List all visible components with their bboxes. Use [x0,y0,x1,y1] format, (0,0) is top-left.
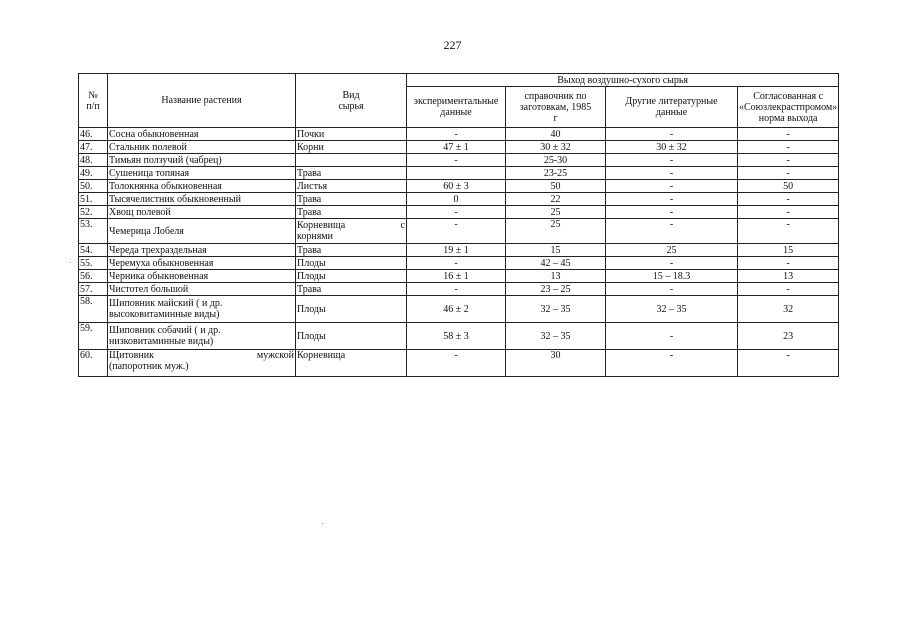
header-raw-kind: Вид сырья [296,74,407,128]
table-row [79,141,839,154]
plant-name: Черемуха обыкновенная [108,257,296,270]
reference-value: 15 [506,244,606,257]
raw-kind: Корни [296,141,407,154]
table-row [79,206,839,219]
header-plant-name: Название растения [108,74,296,128]
experimental-value: - [407,154,506,167]
agreed-norm-value: 13 [738,270,839,283]
other-literature-value: 32 – 35 [606,296,738,323]
plant-name: Чистотел большой [108,283,296,296]
experimental-value: 47 ± 1 [407,141,506,154]
other-literature-value: - [606,350,738,377]
experimental-value: 16 ± 1 [407,270,506,283]
raw-kind [296,219,407,244]
raw-kind: Плоды [296,323,407,350]
scan-speck [70,262,71,263]
reference-value: 30 [506,350,606,377]
raw-kind: Трава [296,206,407,219]
raw-kind: Плоды [296,296,407,323]
other-literature-value: - [606,128,738,141]
table-row [79,219,839,244]
raw-kind: Плоды [296,270,407,283]
other-literature-value: - [606,206,738,219]
scan-speck [322,523,323,524]
other-literature-value: 30 ± 32 [606,141,738,154]
header-agreed-norm: Согласованная с «Союзлекрастпромом» норма выхода [738,87,839,128]
experimental-value: - [407,128,506,141]
reference-value: 42 – 45 [506,257,606,270]
plant-name: Череда трехраздельная [108,244,296,257]
raw-kind-word: корнями [297,231,333,242]
plant-name: Тимьян ползучий (чабрец) [108,154,296,167]
experimental-value: 58 ± 3 [407,323,506,350]
row-num: 58. [79,296,108,323]
reference-value: 32 – 35 [506,323,606,350]
reference-value: 50 [506,180,606,193]
plant-yield-table [78,73,839,377]
raw-kind-word: Корневища [297,220,346,231]
row-num: 56. [79,270,108,283]
plant-name [108,350,296,377]
reference-value: 30 ± 32 [506,141,606,154]
row-num: 59. [79,323,108,350]
experimental-value: 0 [407,193,506,206]
plant-name-word: (папоротник муж.) [109,361,189,372]
table-row [79,350,839,377]
agreed-norm-value: - [738,219,839,244]
reference-value: 25-30 [506,154,606,167]
plant-name: Сушеница топяная [108,167,296,180]
row-num: 55. [79,257,108,270]
row-num: 48. [79,154,108,167]
reference-value: 23-25 [506,167,606,180]
agreed-norm-value: 32 [738,296,839,323]
agreed-norm-value: - [738,193,839,206]
reference-value: 40 [506,128,606,141]
plant-name: Тысячелистник обыкновенный [108,193,296,206]
row-num: 60. [79,350,108,377]
agreed-norm-value: - [738,141,839,154]
reference-value: 25 [506,206,606,219]
agreed-norm-value: - [738,283,839,296]
plant-name-word: Щитовник [109,350,154,361]
other-literature-value: - [606,283,738,296]
raw-kind: Листья [296,180,407,193]
experimental-value: - [407,219,506,244]
table-row [79,283,839,296]
agreed-norm-value: - [738,154,839,167]
header-other-literature: Другие литературные данные [606,87,738,128]
plant-name: Толокнянка обыкновенная [108,180,296,193]
plant-name: Стальник полевой [108,141,296,154]
other-literature-value: - [606,167,738,180]
agreed-norm-value: - [738,257,839,270]
table-row [79,270,839,283]
table-row [79,154,839,167]
row-num: 51. [79,193,108,206]
other-literature-value: - [606,193,738,206]
raw-kind: Почки [296,128,407,141]
plant-name: Шиповник собачий ( и др. низковитаминные виды) [108,323,296,350]
table-row [79,128,839,141]
table-row [79,257,839,270]
row-num: 52. [79,206,108,219]
table-row [79,296,839,323]
other-literature-value: - [606,257,738,270]
reference-value: 13 [506,270,606,283]
row-num: 46. [79,128,108,141]
other-literature-value: - [606,219,738,244]
agreed-norm-value: 23 [738,323,839,350]
header-experimental: экспериментальные данные [407,87,506,128]
other-literature-value: - [606,180,738,193]
row-num: 50. [79,180,108,193]
other-literature-value: - [606,154,738,167]
experimental-value: 19 ± 1 [407,244,506,257]
experimental-value: 60 ± 3 [407,180,506,193]
raw-kind: Трава [296,283,407,296]
table-row [79,244,839,257]
agreed-norm-value: - [738,206,839,219]
raw-kind-word: с [400,220,405,231]
plant-name-word: мужской [256,350,294,361]
row-num: 49. [79,167,108,180]
reference-value: 22 [506,193,606,206]
row-num: 53. [79,219,108,244]
experimental-value: - [407,257,506,270]
row-num: 47. [79,141,108,154]
table-row [79,323,839,350]
raw-kind: Трава [296,244,407,257]
agreed-norm-value: - [738,128,839,141]
raw-kind: Трава [296,167,407,180]
reference-value: 23 – 25 [506,283,606,296]
table-row [79,167,839,180]
page-number: 227 [443,38,462,52]
other-literature-value: 25 [606,244,738,257]
other-literature-value: 15 – 18.3 [606,270,738,283]
other-literature-value: - [606,323,738,350]
reference-value: 32 – 35 [506,296,606,323]
experimental-value: - [407,350,506,377]
plant-name: Чемерица Лобеля [108,219,296,244]
header-reference: справочник по заготовкам, 1985 г [506,87,606,128]
raw-kind: Плоды [296,257,407,270]
plant-name: Сосна обыкновенная [108,128,296,141]
row-num: 57. [79,283,108,296]
raw-kind: Корневища [296,350,407,377]
raw-kind: Трава [296,193,407,206]
agreed-norm-value: - [738,350,839,377]
plant-name: Шиповник майский ( и др. высоковитаминные виды) [108,296,296,323]
row-num: 54. [79,244,108,257]
table-row [79,180,839,193]
header-yield-group: Выход воздушно-сухого сырья [407,74,839,87]
experimental-value: - [407,206,506,219]
agreed-norm-value: - [738,167,839,180]
plant-name: Черника обыкновенная [108,270,296,283]
raw-kind [296,154,407,167]
header-num: № п/п [79,74,108,128]
plant-name: Хвощ полевой [108,206,296,219]
experimental-value [407,167,506,180]
table-row [79,193,839,206]
agreed-norm-value: 50 [738,180,839,193]
experimental-value: - [407,283,506,296]
experimental-value: 46 ± 2 [407,296,506,323]
agreed-norm-value: 15 [738,244,839,257]
reference-value: 25 [506,219,606,244]
